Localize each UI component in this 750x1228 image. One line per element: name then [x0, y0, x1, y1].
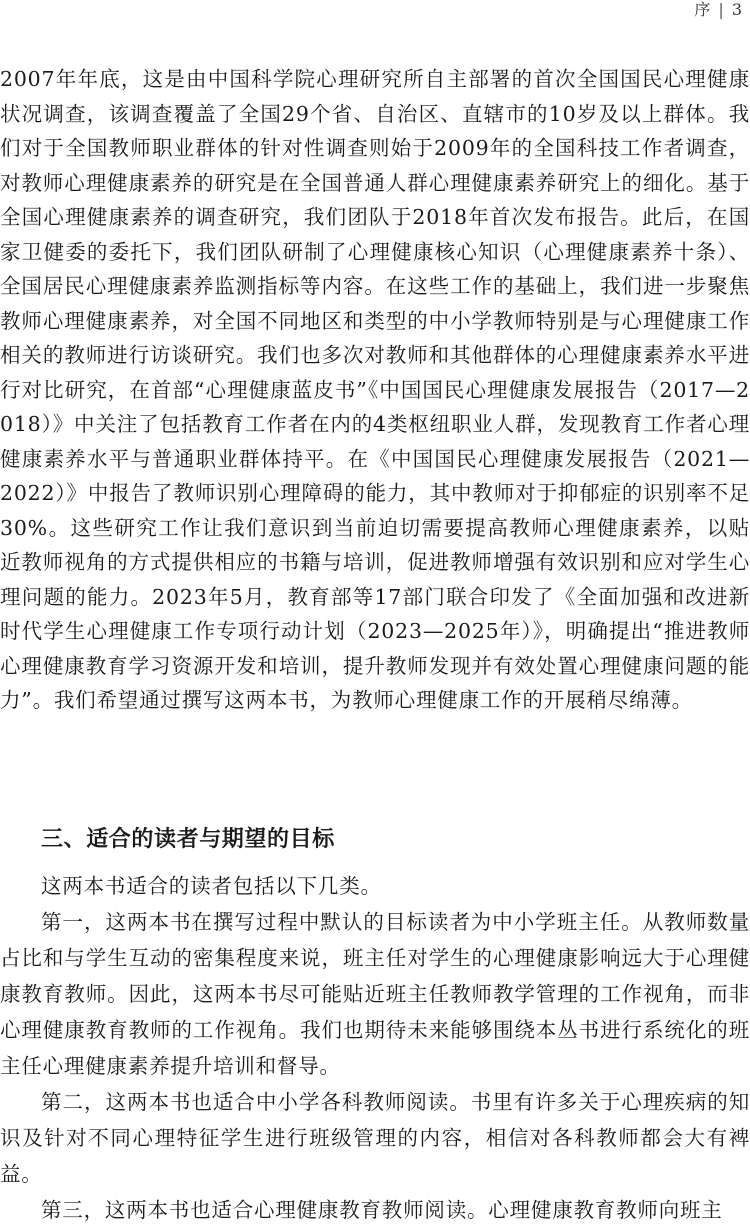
page-number: 3 — [731, 0, 742, 19]
header-section-title: 序 — [694, 0, 711, 19]
body-text-bottom — [0, 868, 750, 1228]
paragraph: 这两本书适合的读者包括以下几类。 — [41, 874, 382, 898]
header-divider: | — [718, 0, 724, 19]
running-header — [694, 0, 742, 20]
section-heading: 三、适合的读者与期望的目标 — [41, 827, 335, 852]
body-text-top — [0, 62, 750, 718]
paragraph: 第一，这两本书在撰写过程中默认的目标读者为中小学班主任。从教师数量占比和与学生互动的密集程度来说，班主任对学生的心理健康影响远大于心理健康教育教师。因此，这两本书尽可能贴近班主任教师教学管理的工作视角，而非心理健康教育教师的工作视角。我们也期待未来能够围绕本丛书进行系统化的班主任心理健康素养提升培训和督导。 — [0, 910, 750, 1078]
paragraph: 2007年年底，这是由中国科学院心理研究所自主部署的首次全国国民心理健康状况调查，该调查覆盖了全国29个省、自治区、直辖市的10岁及以上群体。我们对于全国教师职业群体的针对性调查则始于2009年的全国科技工作者调查，对教师心理健康素养的研究是在全国普通人群心理健康素养研究上的细化。基于全国心理健康素养的调查研究，我们团队于2018年首次发布报告。此后，在国家卫健委的委托下，我们团队研制了心理健康核心知识（心理健康素养十条）、全国居民心理健康素养监测指标等内容。在这些工作的基础上，我们进一步聚焦教师心理健康素养，对全国不同地区和类型的中小学教师特别是与心理健康工作相关的教师进行访谈研究。我们也多次对教师和其他群体的心理健康素养水平进行对比研究，在首部“心理健康蓝皮书”《中国国民心理健康发展报告（2017—2018）》中关注了包括教育工作者在内的4类枢纽职业人群，发现教育工作者心理健康素养水平与普通职业群体持平。在《中国国民心理健康发展报告（2021—2022）》中报告了教师识别心理障碍的能力，其中教师对于抑郁症的识别率不足30%。这些研究工作让我们意识到当前迫切需要提高教师心理健康素养，以贴近教师视角的方式提供相应的书籍与培训，促进教师增强有效识别和应对学生心理问题的能力。2023年5月，教育部等17部门联合印发了《全面加强和改进新时代学生心理健康工作专项行动计划（2023—2025年）》，明确提出“推进教师心理健康教育学习资源开发和培训，提升教师发现并有效处置心理健康问题的能力”。我们希望通过撰写这两本书，为教师心理健康工作的开展稍尽绵薄。 — [0, 67, 750, 712]
paragraph: 第三，这两本书也适合心理健康教育教师阅读。心理健康教育教师向班主 — [41, 1198, 723, 1222]
paragraph: 第二，这两本书也适合中小学各科教师阅读。书里有许多关于心理疾病的知识及针对不同心理特征学生进行班级管理的内容，相信对各科教师都会大有裨益。 — [0, 1090, 750, 1186]
